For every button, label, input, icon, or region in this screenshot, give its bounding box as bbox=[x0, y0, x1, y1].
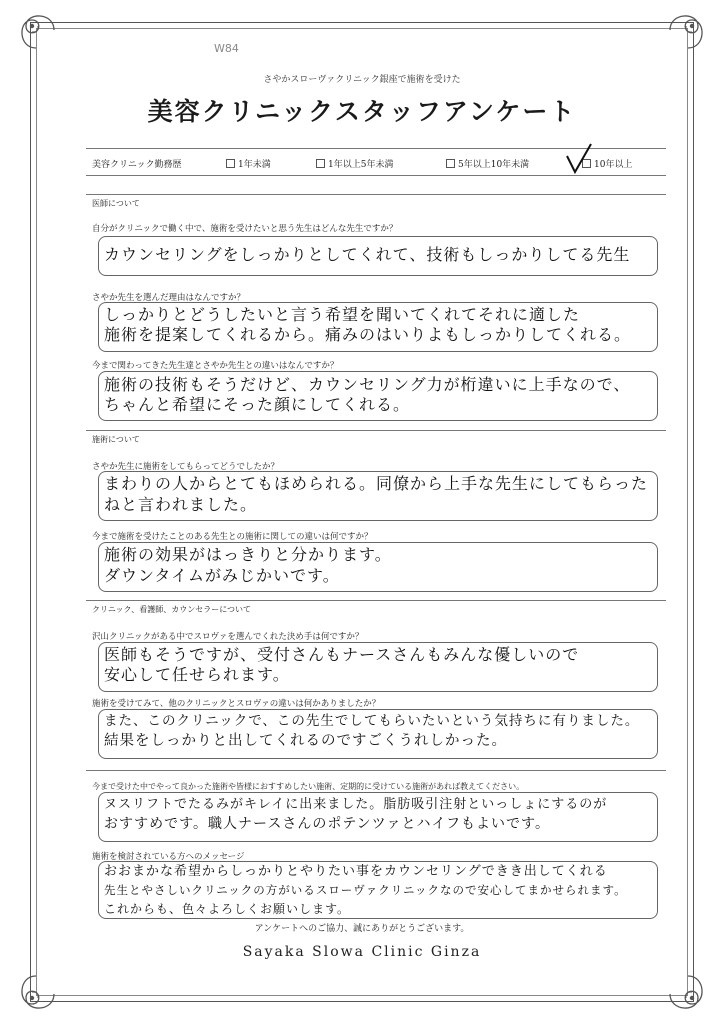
option-1-5y[interactable]: 1年以上5年未満 bbox=[316, 157, 393, 170]
answer-1-line-1: カウンセリングをしっかりとしてくれて、技術もしっかりしてる先生 bbox=[104, 245, 631, 264]
question-2: さやか先生を選んだ理由はなんですか？ bbox=[92, 293, 246, 303]
answer-3-line-1: 施術の技術もそうだけど、カウンセリング力が桁違いに上手なので、 bbox=[104, 375, 631, 394]
answer-6-line-1: 医師もそうですが、受付さんもナースさんもみんな優しいので bbox=[104, 645, 580, 664]
corner-ornament-icon bbox=[14, 970, 60, 1016]
checkbox-icon[interactable] bbox=[446, 159, 455, 168]
option-under-1y[interactable]: 1年未満 bbox=[226, 157, 271, 170]
question-9: 施術を検討されている方へのメッセージ bbox=[92, 852, 245, 862]
answer-9-line-1: おおまかな希望からしっかりとやりたい事をカウンセリングできき出してくれる bbox=[104, 864, 608, 879]
answer-5-line-1: 施術の効果がはっきりと分かります。 bbox=[104, 545, 392, 564]
page-title: 美容クリニックスタッフアンケート bbox=[147, 97, 577, 126]
section-divider bbox=[86, 770, 666, 772]
answer-7-line-2: 結果をしっかりと出してくれるのですごくうれしかった。 bbox=[104, 733, 507, 749]
checkmark-icon bbox=[564, 142, 594, 176]
option-10y-plus[interactable]: 10年以上 bbox=[582, 157, 632, 170]
corner-ornament-icon bbox=[14, 8, 60, 54]
question-4: さやか先生に施術をしてもらってどうでしたか？ bbox=[92, 462, 280, 472]
question-8: 今まで受けた中でやって良かった施術や皆様におすすめしたい施術、定期的に受けている施術があれば教えてください。 bbox=[92, 782, 525, 791]
answer-3-line-2: ちゃんと希望にそった顔にしてくれる。 bbox=[104, 395, 411, 414]
answer-8-line-1: ヌスリフトでたるみがキレイに出来ました。脂肪吸引注射といっしょにするのが bbox=[104, 797, 608, 812]
answer-4-line-2: ねと言われました。 bbox=[104, 495, 258, 514]
corner-note: W84 bbox=[214, 42, 239, 55]
answer-7-line-1: また、このクリニックで、この先生でしてもらいたいという気持ちに有りました。 bbox=[104, 713, 640, 729]
answer-4-line-1: まわりの人からとてもほめられる。同僚から上手な先生にしてもらった bbox=[104, 474, 649, 493]
option-5-10y[interactable]: 5年以上10年未満 bbox=[446, 157, 529, 170]
answer-5-line-2: ダウンタイムがみじかいです。 bbox=[104, 566, 340, 585]
corner-ornament-icon bbox=[664, 970, 710, 1016]
question-7: 施術を受けてみて、他のクリニックとスロヴァの違いは何かありましたか？ bbox=[92, 699, 381, 709]
experience-label: 美容クリニック勤務歴 bbox=[92, 160, 182, 170]
section-treatment: 施術について bbox=[86, 430, 666, 445]
footer-thanks: アンケートへのご協力、誠にありがとうございます。 bbox=[254, 924, 470, 934]
subtitle: さやかスローヴァクリニック銀座で施術を受けた bbox=[263, 75, 461, 85]
section-clinic: クリニック、看護師、カウンセラーについて bbox=[86, 600, 666, 615]
question-3: 今まで関わってきた先生達とさやか先生との違いはなんですか？ bbox=[92, 361, 339, 371]
answer-2-line-1: しっかりとどうしたいと言う希望を聞いてくれてそれに適した bbox=[104, 305, 581, 324]
answer-2-line-2: 施術を提案してくれるから。痛みのはいりよもしっかりしてくれる。 bbox=[104, 325, 632, 344]
question-6: 沢山クリニックがある中でスロヴァを選んでくれた決め手は何ですか？ bbox=[92, 632, 364, 642]
question-1: 自分がクリニックで働く中で、施術を受けたいと思う先生はどんな先生ですか？ bbox=[92, 224, 398, 234]
corner-ornament-icon bbox=[664, 8, 710, 54]
question-5: 今まで施術を受けたことのある先生との施術に関しての違いは何ですか？ bbox=[92, 532, 373, 542]
answer-8-line-2: おすすめです。職人ナースさんのポテンツァとハイフもよいです。 bbox=[104, 816, 550, 832]
checkbox-icon[interactable] bbox=[316, 159, 325, 168]
checkbox-icon[interactable] bbox=[226, 159, 235, 168]
answer-9-line-3: これからも、色々よろしくお願いします。 bbox=[104, 902, 351, 916]
answer-9-line-2: 先生とやさしいクリニックの方がいるスローヴァクリニックなので安心してまかせられます。 bbox=[104, 883, 627, 897]
answer-6-line-2: 安心して任せられます。 bbox=[104, 665, 290, 684]
section-doctor: 医師について bbox=[86, 194, 666, 209]
clinic-brand: Sayaka Slowa Clinic Ginza bbox=[242, 944, 482, 960]
